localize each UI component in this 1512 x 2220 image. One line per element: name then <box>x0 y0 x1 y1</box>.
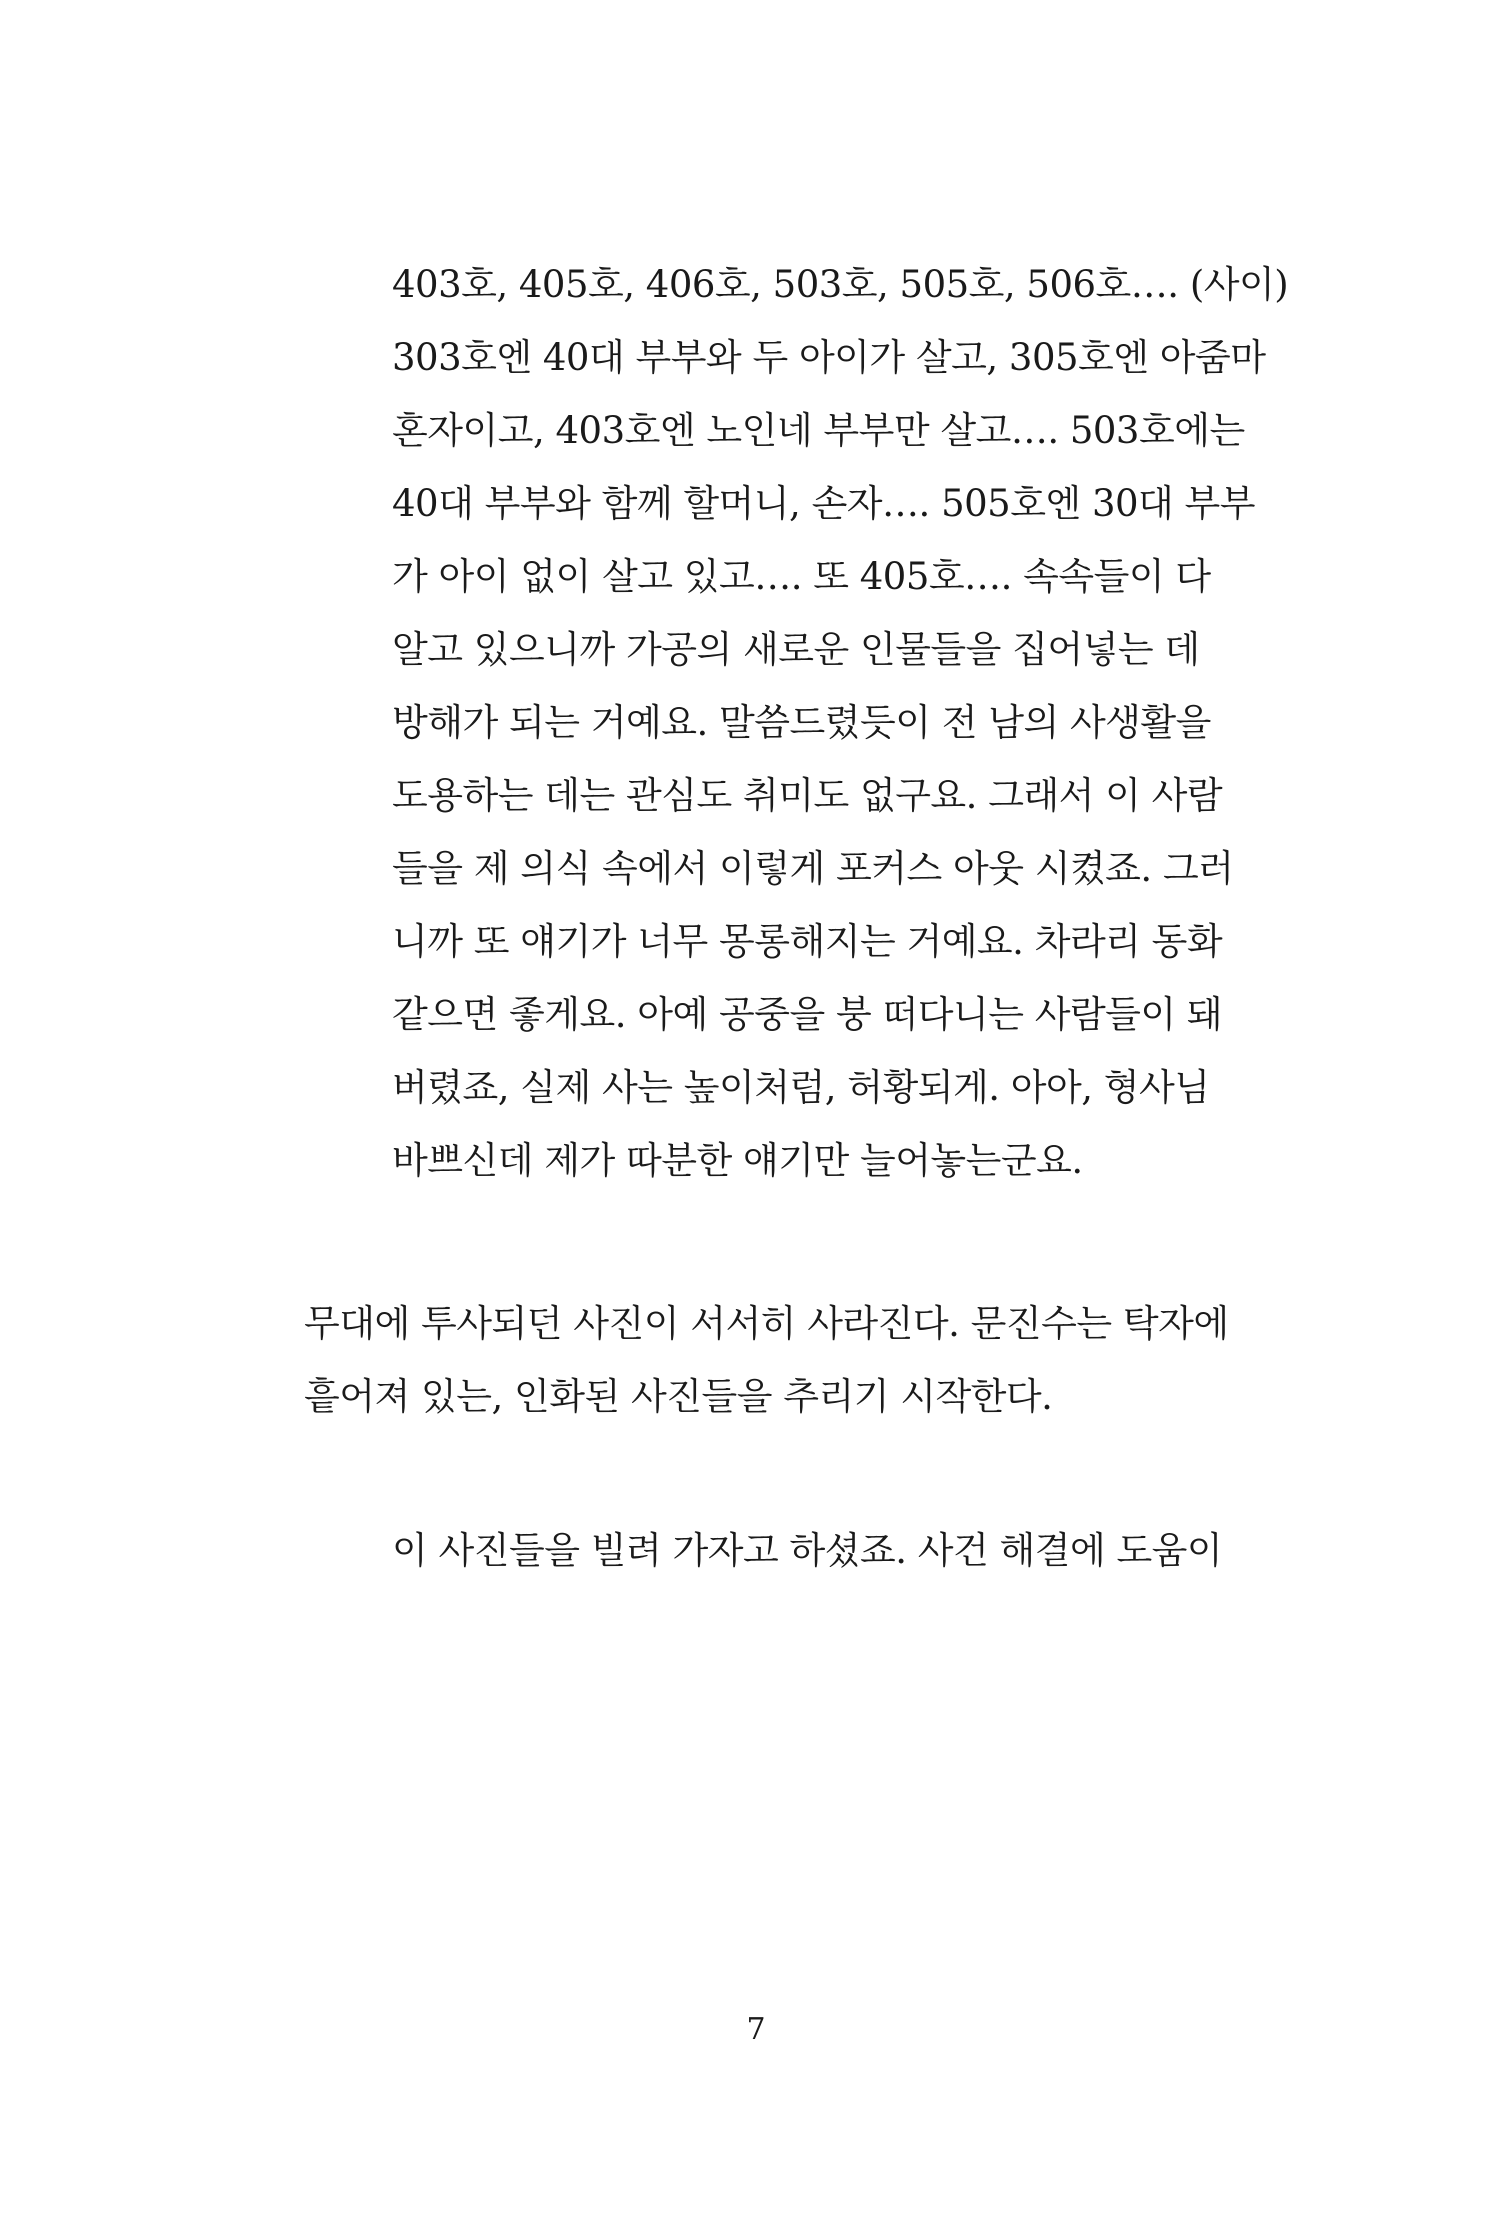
stage-direction <box>304 1287 1244 1433</box>
text-line: 40대 부부와 함께 할머니, 손자…. 505호엔 30대 부부 <box>392 482 1256 525</box>
text-line: 도용하는 데는 관심도 취미도 없구요. 그래서 이 사람 <box>392 774 1223 817</box>
text-line: 들을 제 의식 속에서 이렇게 포커스 아웃 시켰죠. 그러 <box>392 847 1234 890</box>
text-line: 알고 있으니까 가공의 새로운 인물들을 집어넣는 데 <box>392 628 1200 671</box>
text-line: 403호, 405호, 406호, 503호, 505호, 506호…. (사이) <box>392 263 1289 306</box>
text-line: 흩어져 있는, 인화된 사진들을 추리기 시작한다. <box>304 1375 1053 1418</box>
text-line: 혼자이고, 403호엔 노인네 부부만 살고…. 503호에는 <box>392 409 1245 452</box>
text-line: 바쁘신데 제가 따분한 얘기만 늘어놓는군요. <box>392 1139 1083 1182</box>
text-line: 이 사진들을 빌려 가자고 하셨죠. 사건 해결에 도움이 <box>392 1529 1223 1572</box>
dialogue-block <box>392 1514 1242 1587</box>
text-line: 방해가 되는 거예요. 말씀드렸듯이 전 남의 사생활을 <box>392 701 1211 744</box>
text-line: 같으면 좋게요. 아예 공중을 붕 떠다니는 사람들이 돼 <box>392 993 1223 1036</box>
text-line: 무대에 투사되던 사진이 서서히 사라진다. 문진수는 탁자에 <box>304 1302 1229 1345</box>
text-line: 니까 또 얘기가 너무 몽롱해지는 거예요. 차라리 동화 <box>392 920 1223 963</box>
dialogue-block <box>392 248 1289 1197</box>
text-line: 303호엔 40대 부부와 두 아이가 살고, 305호엔 아줌마 <box>392 336 1266 379</box>
text-line: 버렸죠, 실제 사는 높이처럼, 허황되게. 아아, 형사님 <box>392 1066 1210 1109</box>
text-line: 가 아이 없이 살고 있고…. 또 405호…. 속속들이 다 <box>392 555 1211 598</box>
page-number: 7 <box>746 2012 766 2047</box>
